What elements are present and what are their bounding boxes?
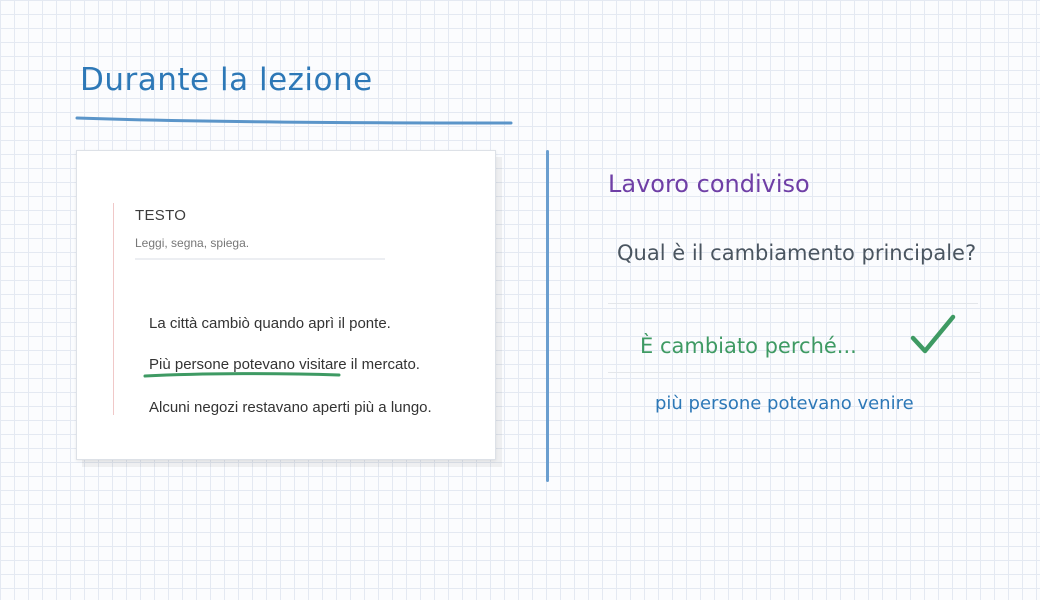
answer-continuation: più persone potevano venire: [655, 393, 914, 414]
stage-title: Durante la lezione: [80, 62, 373, 98]
margin-line: [113, 203, 114, 415]
highlight-underline: [143, 371, 343, 381]
text-card-hint: Leggi, segna, spiega.: [135, 236, 250, 250]
text-card-header: [135, 207, 385, 260]
title-underline: [74, 112, 516, 128]
answer-rule: [608, 303, 978, 304]
column-divider: [546, 150, 549, 482]
answer-sentence-start: È cambiato perché...: [640, 334, 857, 358]
shared-question: Qual è il cambiamento principale?: [617, 241, 977, 265]
text-sentence: Alcuni negozi restavano aperti più a lungo.: [149, 399, 432, 416]
check-icon: [908, 312, 958, 358]
text-card: [76, 150, 496, 460]
answer-rule: [608, 372, 980, 373]
text-sentence-highlighted: Più persone potevano visitare il mercato.: [149, 356, 420, 373]
text-card-label: TESTO: [135, 207, 187, 224]
text-sentence: La città cambiò quando aprì il ponte.: [149, 315, 391, 332]
shared-work-title: Lavoro condiviso: [608, 170, 810, 198]
